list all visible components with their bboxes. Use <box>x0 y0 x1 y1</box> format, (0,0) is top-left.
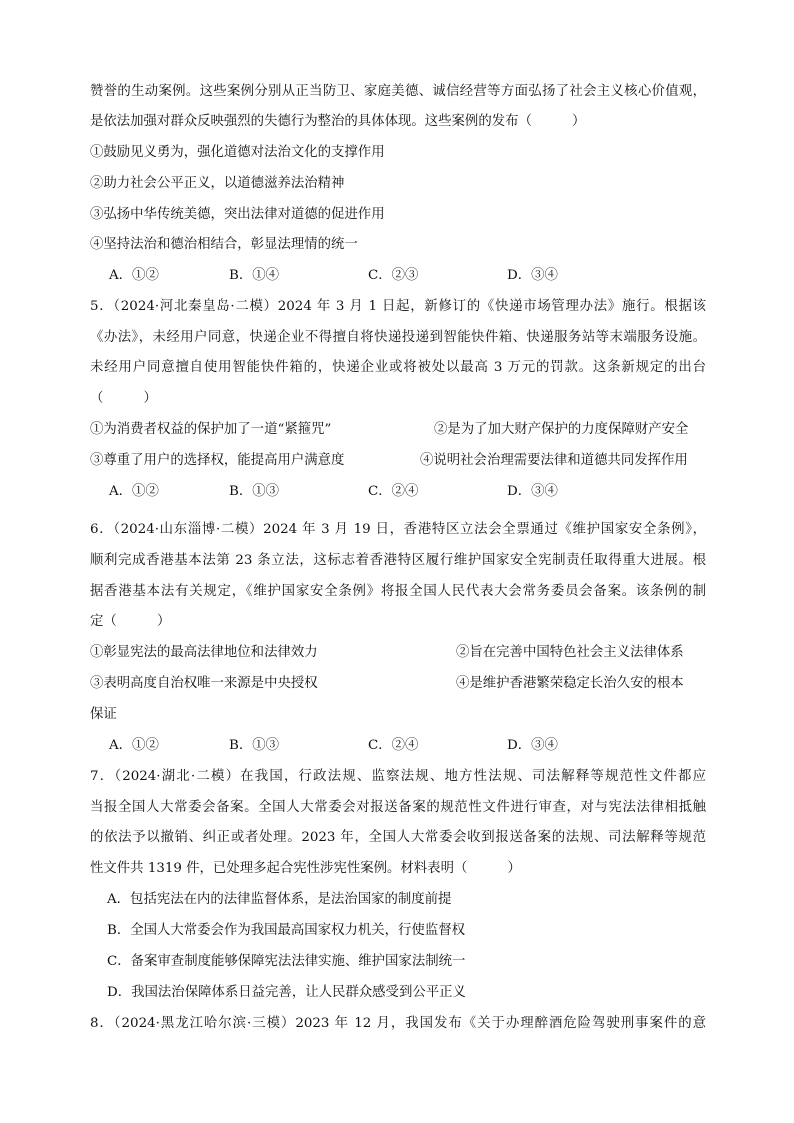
q6-stem-line-4: 定（ ） <box>90 614 171 629</box>
q5-items-row-1 <box>90 418 706 442</box>
q6-item-2: ②旨在完善中国特色社会主义法律体系 <box>456 645 684 660</box>
q5-option-b[interactable]: B．①③ <box>229 484 280 499</box>
q6-items-row-1 <box>90 641 706 665</box>
q6-item-4-wrap: 保证 <box>90 707 117 722</box>
q7-choice-a[interactable]: A．包括宪法在内的法律监督体系，是法治国家的制度前提 <box>107 892 452 907</box>
q5-option-a[interactable]: A．①② <box>109 484 159 499</box>
q6-item-3: ③表明高度自治权唯一来源是中央授权 <box>90 676 318 691</box>
q6-option-b[interactable]: B．①③ <box>229 738 280 753</box>
q6-item-4: ④是维护香港繁荣稳定长治久安的根本 <box>456 676 684 691</box>
q5-stem-line-2: 《办法》，未经用户同意，快递企业不得擅自将快递投递到智能快件箱、快递服务站等末端服务设施。 <box>90 330 706 345</box>
q4-option-c[interactable]: C．②③ <box>368 268 419 283</box>
q5-item-4: ④说明社会治理需要法律和道德共同发挥作用 <box>420 453 688 468</box>
q6-option-c[interactable]: C．②④ <box>368 738 419 753</box>
q5-stem-line-1: 5．（2024·河北秦皇岛·二模）2024 年 3 月 1 日起，新修订的《快递市场管理办法》施行。根据该 <box>90 299 706 314</box>
q4-stem-line-1: 赞誉的生动案例。这些案例分别从正当防卫、家庭美德、诚信经营等方面弘扬了社会主义核心价值观， <box>90 84 706 99</box>
q7-stem-line-3: 的依法予以撤销、纠正或者处理。2023 年，全国人大常委会收到报送备案的法规、司法解释等规范 <box>90 830 706 845</box>
q7-stem-line-4: 性文件共 1319 件，已处理多起合宪性涉宪性案例。材料表明（ ） <box>90 861 521 876</box>
q4-item-3: ③弘扬中华传统美德，突出法律对道德的促进作用 <box>90 207 385 222</box>
q4-option-a[interactable]: A．①② <box>109 268 159 283</box>
q5-stem-line-4: （ ） <box>90 391 157 406</box>
q7-stem-line-2: 当报全国人大常委会备案。全国人大常委会对报送备案的规范性文件进行审查，对与宪法法律相抵触 <box>90 800 706 815</box>
q4-item-1: ①鼓励见义勇为，强化道德对法治文化的支撑作用 <box>90 145 385 160</box>
q7-choice-d[interactable]: D．我国法治保障体系日益完善，让人民群众感受到公平正义 <box>107 985 466 1000</box>
q6-option-a[interactable]: A．①② <box>109 738 159 753</box>
q4-stem-line-2: 是依法加强对群众反映强烈的失德行为整治的具体体现。这些案例的发布（ ） <box>90 114 586 129</box>
q6-option-d[interactable]: D．③④ <box>507 738 558 753</box>
q5-item-2: ②是为了加大财产保护的力度保障财产安全 <box>434 422 689 437</box>
q5-option-c[interactable]: C．②④ <box>368 484 419 499</box>
q4-option-b[interactable]: B．①④ <box>229 268 280 283</box>
q4-options <box>109 264 709 288</box>
q8-stem-line-1: 8．（2024·黑龙江哈尔滨·三模）2023 年 12 月，我国发布《关于办理醉酒危险驾驶刑事案件的意 <box>90 1016 706 1031</box>
q7-choice-b[interactable]: B．全国人大常委会作为我国最高国家权力机关，行使监督权 <box>107 923 465 938</box>
q5-option-d[interactable]: D．③④ <box>507 484 558 499</box>
q4-item-2: ②助力社会公平正义，以道德滋养法治精神 <box>90 176 345 191</box>
q6-items-row-2 <box>90 672 706 696</box>
q5-items-row-2 <box>90 449 706 473</box>
q6-stem-line-3: 据香港基本法有关规定，《维护国家安全条例》将报全国人民代表大会常务委员会备案。该条例的制 <box>90 584 706 599</box>
q4-item-4: ④坚持法治和德治相结合，彰显法理情的统一 <box>90 237 358 252</box>
q5-stem-line-3: 未经用户同意擅自使用智能快件箱的，快递企业或将被处以最高 3 万元的罚款。这条新规定的出台 <box>90 360 706 375</box>
q6-stem-line-2: 顺利完成香港基本法第 23 条立法，这标志着香港特区履行维护国家安全宪制责任取得重大进展。根 <box>90 553 706 568</box>
q7-stem-line-1: 7．（2024·湖北·二模）在我国，行政法规、监察法规、地方性法规、司法解释等规范性文件都应 <box>90 769 706 784</box>
q4-option-d[interactable]: D．③④ <box>507 268 558 283</box>
q6-options <box>109 734 709 758</box>
q7-choice-c[interactable]: C．备案审查制度能够保障宪法法律实施、维护国家法制统一 <box>107 954 466 969</box>
q5-item-3: ③尊重了用户的选择权，能提高用户满意度 <box>90 453 345 468</box>
q6-item-1: ①彰显宪法的最高法律地位和法律效力 <box>90 645 318 660</box>
q5-options <box>109 480 709 504</box>
q6-stem-line-1: 6．（2024·山东淄博·二模）2024 年 3 月 19 日，香港特区立法会全票通过《维护国家安全条例》， <box>90 522 706 537</box>
q5-item-1: ①为消费者权益的保护加了一道“紧箍咒” <box>90 422 332 437</box>
